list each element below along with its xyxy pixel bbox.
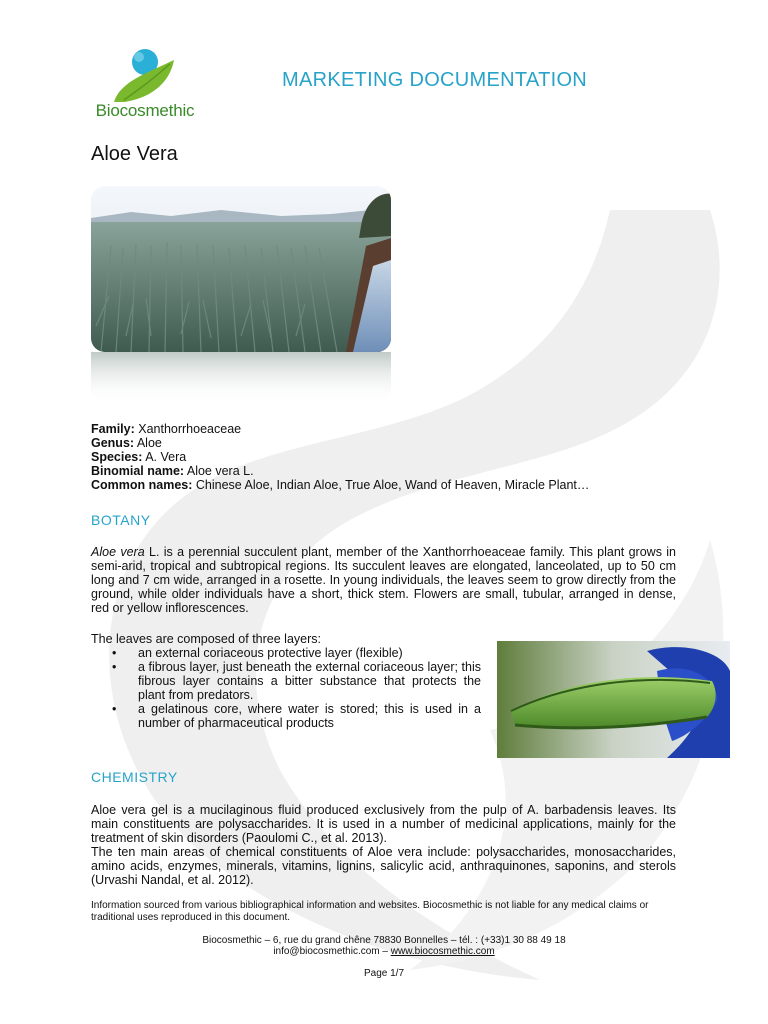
photo-reflection	[91, 352, 391, 404]
botany-text: L. is a perennial succulent plant, member of the Xanthorrhoeaceae family. This plant grows in semi-arid, tropical and subtropical regions. Its succulent leaves are elongated, lanceolated, up to 50 cm long and 7 cm wide, arranged in a rosette. In young individuals, the leaves seem to grow directly from the ground, while older individuals have a short, thick stem. Flowers are small, tubular, arranged in dense, red or yellow inflorescences.	[91, 545, 676, 615]
company-logo	[90, 44, 200, 126]
aloe-leaf-photo	[497, 641, 730, 758]
fact-label: Genus:	[91, 436, 135, 450]
list-item	[91, 646, 481, 660]
fact-family	[91, 422, 691, 436]
fact-genus	[91, 436, 691, 450]
layers-intro: The leaves are composed of three layers:	[91, 632, 321, 646]
chemistry-paragraph	[91, 803, 676, 887]
footer-website-link[interactable]: www.biocosmethic.com	[390, 946, 495, 957]
fact-label: Binomial name:	[91, 464, 185, 478]
fact-common-names	[91, 478, 691, 492]
botany-heading: BOTANY	[91, 512, 151, 528]
bullet-icon: •	[112, 660, 117, 674]
page-number: Page 1/7	[363, 968, 405, 979]
layers-list	[91, 646, 481, 730]
fact-value: Chinese Aloe, Indian Aloe, True Aloe, Wand of Heaven, Miracle Plant…	[192, 478, 590, 492]
fact-value: Aloe vera L.	[184, 464, 254, 478]
list-item-text: a gelatinous core, where water is stored; this is used in a number of pharmaceutical products	[138, 702, 481, 730]
footer	[100, 935, 668, 957]
list-item-text: a fibrous layer, just beneath the external coriaceous layer; this fibrous layer contains a bitter substance that protects the plant from predators.	[138, 660, 481, 702]
fact-label: Common names:	[91, 478, 193, 492]
fact-label: Family:	[91, 422, 135, 436]
logo-wordmark: Biocosmethic	[95, 101, 195, 120]
bullet-icon: •	[112, 702, 117, 716]
fact-value: A. Vera	[142, 450, 187, 464]
footer-contacts	[100, 946, 668, 957]
logo-leaf-icon	[90, 44, 200, 104]
footer-address: Biocosmethic – 6, rue du grand chêne 78830 Bonnelles – tél. : (+33)1 30 88 49 18	[202, 935, 566, 946]
document-title: MARKETING DOCUMENTATION	[282, 69, 588, 91]
fact-value: Aloe	[134, 436, 162, 450]
bullet-icon: •	[112, 646, 117, 660]
botany-paragraph	[91, 545, 676, 615]
italic-term: Aloe vera	[91, 545, 145, 559]
aloe-plantation-photo	[91, 186, 391, 352]
plant-title: Aloe Vera	[91, 143, 178, 165]
fact-value: Xanthorrhoeaceae	[134, 422, 242, 436]
footer-separator: –	[379, 946, 391, 957]
disclaimer: Information sourced from various bibliographical information and websites. Biocosmethic is not liable for any medical claims or traditional uses reproduced in this document.	[91, 900, 649, 923]
chemistry-text-1: Aloe vera gel is a mucilaginous fluid produced exclusively from the pulp of A. barbadensis leaves. Its main constituents are polysaccharides. It is used in a number of medicinal applications, mainly for the treatment of skin disorders (Paoulomi C., et al. 2013).	[91, 803, 676, 845]
list-item	[91, 660, 481, 702]
chemistry-text-2: The ten main areas of chemical constituents of Aloe vera include: polysaccharides, monosaccharides, amino acids, enzymes, minerals, vitamins, lignins, salicylic acid, anthraquinones, saponins, and sterols (Urvashi Nandal, et al. 2012).	[91, 845, 676, 887]
fact-species	[91, 450, 691, 464]
list-item	[91, 702, 481, 730]
footer-email[interactable]: info@biocosmethic.com	[273, 946, 380, 957]
plant-facts	[91, 422, 691, 492]
fact-label: Species:	[91, 450, 143, 464]
list-item-text: an external coriaceous protective layer (flexible)	[138, 646, 403, 660]
chemistry-heading: CHEMISTRY	[91, 769, 178, 785]
fact-binomial	[91, 464, 691, 478]
